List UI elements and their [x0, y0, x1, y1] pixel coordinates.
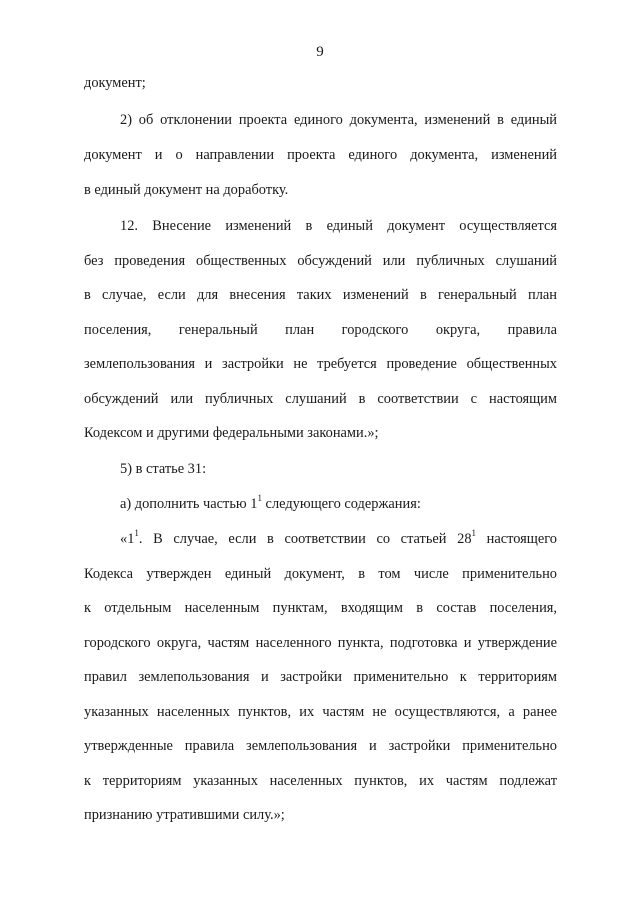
- text-line: к отдельным населенным пунктам, входящим в состав поселения,: [84, 600, 557, 616]
- text-line: в единый документ на доработку.: [84, 182, 289, 198]
- superscript: 1: [257, 493, 262, 504]
- text-line: [120, 495, 421, 513]
- text-line: без проведения общественных обсуждений или публичных слушаний: [84, 253, 557, 269]
- text-span: а) дополнить частью 1: [120, 496, 258, 512]
- superscript: 1: [471, 528, 477, 539]
- superscript: 1: [134, 528, 139, 539]
- text-line: поселения, генеральный план городского округа, правила: [84, 322, 557, 338]
- text-span: следующего содержания:: [261, 496, 421, 512]
- text-line: документ и о направлении проекта единого документа, изменений: [84, 147, 557, 163]
- text-line: указанных населенных пунктов, их частям не осуществляются, а ранее: [84, 704, 557, 720]
- page-number: 9: [316, 44, 324, 60]
- text-line: [120, 530, 557, 548]
- text-line: обсуждений или публичных слушаний в соответствии с настоящим: [84, 391, 557, 407]
- text-span: «1: [120, 531, 135, 547]
- text-line: утвержденные правила землепользования и застройки применительно: [84, 738, 557, 754]
- text-line: к территориям указанных населенных пунктов, их частям подлежат: [84, 773, 557, 789]
- text-line: 5) в статье 31:: [120, 461, 207, 477]
- text-line: в случае, если для внесения таких изменений в генеральный план: [84, 287, 557, 303]
- text-line: 12. Внесение изменений в единый документ осуществляется: [120, 218, 557, 234]
- text-line: 2) об отклонении проекта единого документа, изменений в единый: [120, 112, 557, 128]
- text-line: землепользования и застройки не требуется проведение общественных: [84, 356, 557, 372]
- text-span: настоящего: [476, 531, 557, 547]
- text-line: городского округа, частям населенного пункта, подготовка и утверждение: [84, 635, 557, 651]
- text-line: Кодексом и другими федеральными законами.»;: [84, 425, 379, 441]
- text-line: Кодекса утвержден единый документ, в том числе применительно: [84, 566, 557, 582]
- text-span: . В случае, если в соответствии со статьей 28: [138, 531, 472, 547]
- text-line: правил землепользования и застройки применительно к территориям: [84, 669, 557, 685]
- text-line: документ;: [84, 75, 146, 91]
- text-line: признанию утратившими силу.»;: [84, 807, 285, 823]
